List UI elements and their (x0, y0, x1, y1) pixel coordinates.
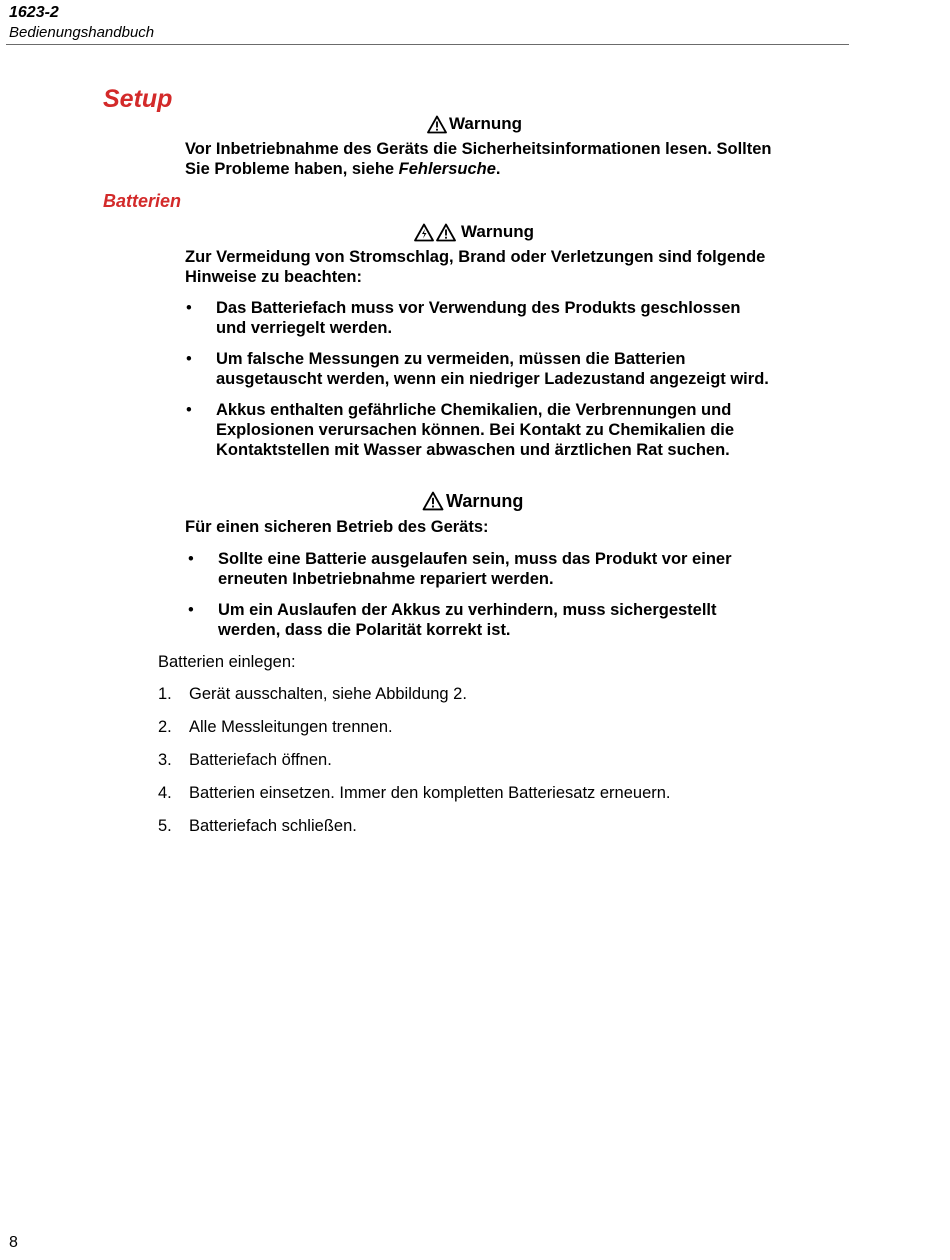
bullet-icon: • (186, 299, 192, 317)
warning-label: Warnung (446, 491, 524, 511)
list-item-text: Um ein Auslaufen der Akkus zu verhindern, muss sichergestellt werden, dass die Polarität korrekt ist. (218, 601, 717, 639)
list-item (185, 349, 775, 389)
warning-bullet-list (185, 298, 775, 471)
list-item (158, 750, 778, 770)
warning-text-part2: . (495, 160, 501, 178)
step-number: 2. (158, 718, 172, 736)
list-item (187, 549, 777, 589)
subsection-title-batteries: Batterien (103, 191, 182, 211)
warning-text-setup (185, 139, 775, 179)
list-item (187, 600, 777, 640)
step-text: Alle Messleitungen trennen. (189, 718, 393, 736)
list-item (185, 400, 775, 460)
list-item (158, 684, 778, 704)
model-number: 1623-2 (9, 4, 59, 21)
list-item (185, 298, 775, 338)
warning-heading (414, 222, 534, 242)
troubleshooting-reference: Fehlersuche (398, 160, 496, 178)
installation-steps (158, 684, 778, 849)
list-item-text: Sollte eine Batterie ausgelaufen sein, muss das Produkt vor einer erneuten Inbetriebnahme repariert werden. (218, 550, 732, 588)
bullet-icon: • (186, 401, 192, 419)
list-item-text: Akkus enthalten gefährliche Chemikalien, die Verbrennungen und Explosionen verursachen können. Bei Kontakt zu Chemikalien die Kontaktstellen mit Wasser abwaschen und ärztlichen Rat suchen. (216, 401, 735, 459)
step-number: 1. (158, 685, 172, 703)
steps-intro: Batterien einlegen: (158, 653, 296, 671)
running-header (9, 3, 154, 42)
warning-triangle-icon (427, 115, 447, 134)
warning-heading (427, 114, 522, 134)
warning-intro: Zur Vermeidung von Stromschlag, Brand oder Verletzungen sind folgende Hinweise zu beachten: (185, 248, 766, 286)
page-number: 8 (9, 1234, 18, 1251)
warning-triangle-icon (436, 223, 456, 242)
list-item-text: Um falsche Messungen zu vermeiden, müssen die Batterien ausgetauscht werden, wenn ein niedriger Ladezustand angezeigt wird. (216, 350, 769, 388)
warning-label: Warnung (449, 114, 523, 133)
step-text: Batteriefach öffnen. (189, 751, 332, 769)
step-text: Gerät ausschalten, siehe Abbildung 2. (189, 685, 467, 703)
warning-text-part1: Vor Inbetriebnahme des Geräts die Sicherheitsinformationen lesen. Sollten Sie Probleme haben, siehe (185, 140, 772, 178)
warning-triangle-icon (422, 491, 444, 511)
list-item (158, 717, 778, 737)
electric-shock-icon (414, 223, 434, 242)
warning-label: Warnung (461, 222, 535, 241)
step-text: Batterien einsetzen. Immer den kompletten Batteriesatz erneuern. (189, 784, 671, 802)
list-item-text: Das Batteriefach muss vor Verwendung des Produkts geschlossen und verriegelt werden. (216, 299, 741, 337)
bullet-icon: • (188, 601, 194, 619)
bullet-icon: • (186, 350, 192, 368)
list-item (158, 816, 778, 836)
step-number: 4. (158, 784, 172, 802)
warning-heading (422, 491, 523, 511)
header-rule (6, 44, 849, 45)
bullet-icon: • (188, 550, 194, 568)
list-item (158, 783, 778, 803)
warning-intro: Für einen sicheren Betrieb des Geräts: (185, 518, 489, 536)
step-number: 5. (158, 817, 172, 835)
step-text: Batteriefach schließen. (189, 817, 357, 835)
warning-bullet-list (187, 549, 777, 651)
manual-title: Bedienungshandbuch (9, 24, 155, 41)
section-title-setup: Setup (103, 85, 173, 113)
step-number: 3. (158, 751, 172, 769)
